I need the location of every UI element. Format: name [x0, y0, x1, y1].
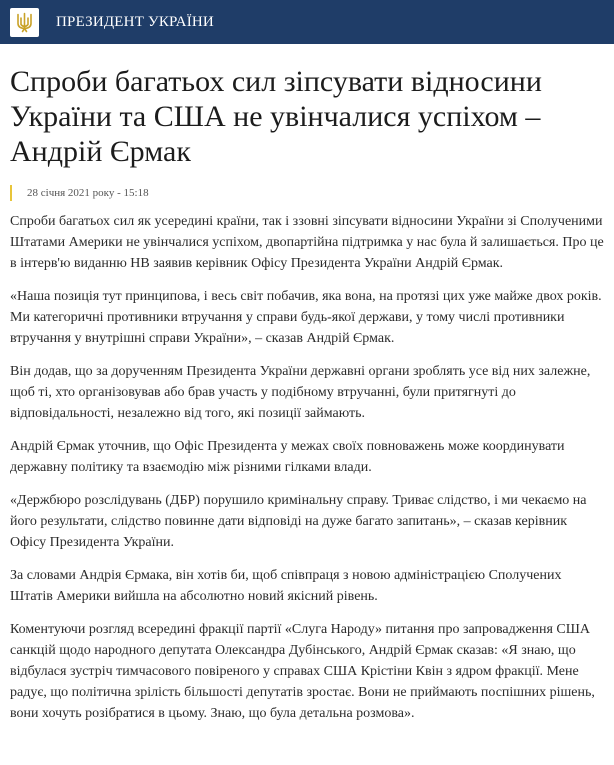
- article-paragraph: Спроби багатьох сил як усередині країни, так і ззовні зіпсувати відносини України зі Сполученими Штатами Америки не увінчалися успіхом, двопартійна підтримка у нас була й залишається. Про це в інтерв'ю виданню НВ заявив керівник Офісу Президента України Андрій Єрмак.: [10, 214, 604, 271]
- article-paragraph: За словами Андрія Єрмака, він хотів би, щоб співпраця з новою адміністрацією Сполучених Штатів Америки вийшла на абсолютно новий якісний рівень.: [10, 568, 562, 604]
- article-paragraph: Він додав, що за дорученням Президента України державні органи зроблять усе від них залежне, щоб ті, хто організовував або брав участь у подібному втручанні, були притягнуті до відповідальності, незалежно від того, які позиції займають.: [10, 364, 591, 421]
- article-paragraph: Андрій Єрмак уточнив, що Офіс Президента у межах своїх повноважень може координувати державну політику та взаємодію між різними гілками влади.: [10, 439, 565, 475]
- site-logo[interactable]: [10, 8, 39, 37]
- article-paragraph: Коментуючи розгляд всередині фракції партії «Слуга Народу» питання про запровадження США санкцій щодо народного депутата Олександра Дубінського, Андрій Єрмак сказав: «Я знаю, що відбулася зустріч тимчасового повіреного у справах США Крістіни Квін з ядром фракції. Мене радує, що політична зрілість більшості депутатів зростає. Вони не приймають поспішних рішень, вони хочуть розібратися в цьому. Знаю, що була детальна розмова».: [10, 622, 595, 721]
- article-paragraph: «Наша позиція тут принципова, і весь світ побачив, яка вона, на протязі цих уже майже двох років. Ми категоричні противники втручання у справи будь-якої держави, у тому числі противники втручання у внутрішні справи України», – сказав Андрій Єрмак.: [10, 289, 602, 346]
- site-header: [0, 0, 614, 44]
- site-title-link[interactable]: ПРЕЗИДЕНТ УКРАЇНИ: [56, 13, 214, 30]
- article-body: [10, 211, 604, 724]
- article: [0, 64, 614, 724]
- trident-icon: [16, 12, 33, 33]
- article-paragraph: «Держбюро розслідувань (ДБР) порушило кримінальну справу. Триває слідство, і ми чекаємо на його результати, слідство повинне дати відповіді на дуже багато запитань», – сказав керівник Офісу Президента України.: [10, 493, 587, 550]
- article-title: Спроби багатьох сил зіпсувати відносини України та США не увінчалися успіхом – Андрій Єрмак: [10, 65, 542, 168]
- article-date: 28 січня 2021 року - 15:18: [10, 185, 604, 201]
